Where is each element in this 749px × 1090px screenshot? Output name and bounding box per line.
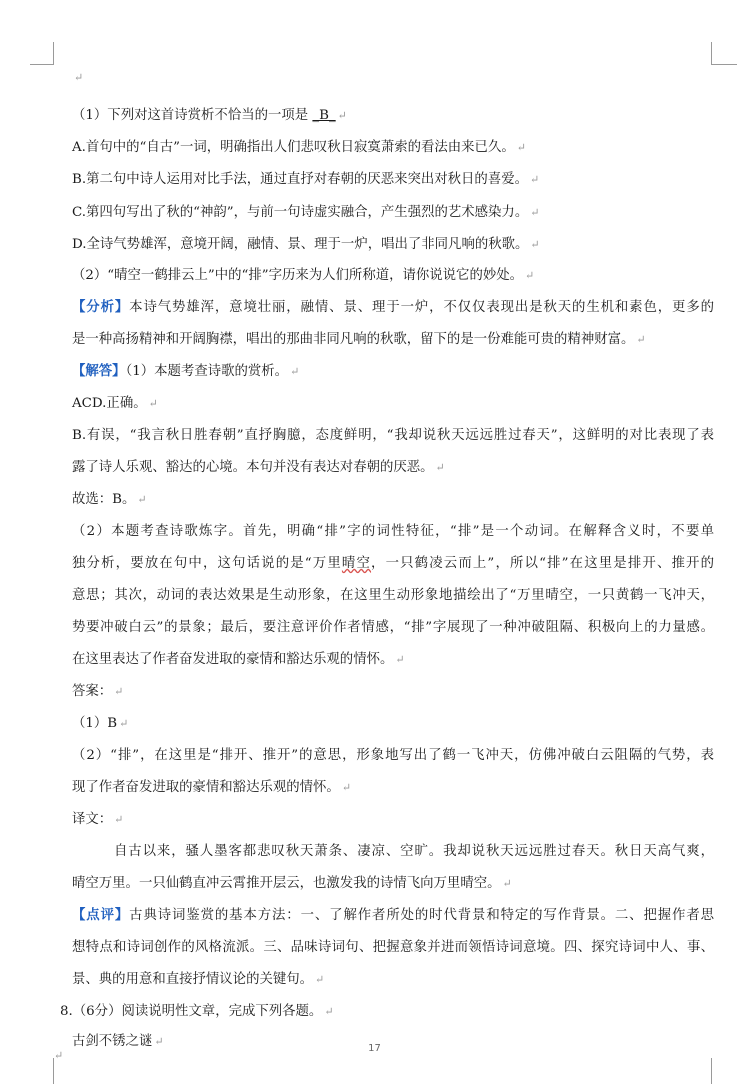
- answer-1: （1）B ↵: [72, 716, 129, 731]
- acd-correct: ACD.正确。 ↵: [72, 396, 158, 411]
- analysis-tag: 【分析】: [72, 299, 130, 315]
- crop-mark-top-right-h: [711, 64, 737, 65]
- b-wrong-line-2: 露了诗人乐观、豁达的心境。本句并没有表达对春朝的厌恶。 ↵: [72, 460, 445, 475]
- comment-line-1: 【点评】古典诗词鉴赏的基本方法：一、了解作者所处的时代背景和特定的写作背景。二、把握作者思: [72, 907, 715, 923]
- answer-blank: _B_: [312, 108, 336, 123]
- b-wrong-line-1: B.有误，“我言秋日胜春朝”直抒胸臆，态度鲜明，“我却说秋天远远胜过春天”，这鲜明的对比表现了表: [72, 428, 714, 443]
- translation-line-1: 自古以来，骚人墨客都悲叹秋天萧条、凄凉、空旷。我却说秋天远远胜过春天。秋日天高气爽，: [114, 844, 714, 859]
- analysis-line-2: 是一种高扬精神和开阔胸襟，唱出的那曲非同凡响的秋歌，留下的是一份难能可贵的精神财富。 ↵: [72, 332, 646, 347]
- para2-line-3: 意思；其次，动词的表达效果是生动形象，在这里生动形象地描绘出了“万里晴空，一只黄鹤一飞冲天，: [72, 588, 714, 603]
- page-number: 17: [368, 1043, 381, 1054]
- para2-line-2: 独分析，要放在句中，这句话说的是“万里晴空，一只鹤凌云而上”，所以“排”在这里是排开、推开的: [72, 556, 714, 571]
- question-2: （2）“晴空一鹤排云上”中的“排”字历来为人们所称道，请你说说它的妙处。 ↵: [72, 268, 535, 283]
- comment-tag: 【点评】: [72, 907, 130, 923]
- para2-line-5: 在这里表达了作者奋发进取的豪情和豁达乐观的情怀。 ↵: [72, 652, 405, 667]
- crop-mark-top-left-h: [30, 64, 54, 65]
- crop-mark-top-right-v: [711, 42, 712, 65]
- empty-line: ↵: [74, 71, 84, 84]
- option-a: A.首句中的“自古”一词，明确指出人们悲叹秋日寂寞萧索的看法由来已久。 ↵: [72, 140, 526, 155]
- comment-line-2: 想特点和诗词创作的风格流派。三、品味诗词句、把握意象并进而领悟诗词意境。四、探究诗词中人、事、: [72, 940, 714, 955]
- question-1: （1）下列对这首诗赏析不恰当的一项是 _B_ ↵: [72, 108, 347, 123]
- solution-line-1: 【解答】（1）本题考查诗歌的赏析。 ↵: [72, 363, 300, 379]
- option-d: D.全诗气势雄浑，意境开阔，融情、景、理于一炉，唱出了非同凡响的秋歌。 ↵: [72, 237, 540, 252]
- para2-line-1: （2）本题考查诗歌炼字。首先，明确“排”字的词性特征，“排”是一个动词。在解释含义时，不要单: [72, 524, 714, 539]
- choice-line: 故选：B。 ↵: [72, 492, 147, 507]
- crop-mark-bottom-right-v: [711, 1058, 712, 1084]
- option-b: B.第二句中诗人运用对比手法，通过直抒对春朝的厌恶来突出对秋日的喜爱。 ↵: [72, 172, 540, 187]
- end-mark: ↵: [54, 1049, 64, 1062]
- crop-mark-top-left-v: [53, 42, 54, 65]
- article-title: 古剑不锈之谜 ↵: [72, 1034, 164, 1049]
- option-c: C.第四句写出了秋的“神韵”，与前一句诗虚实融合，产生强烈的艺术感染力。 ↵: [72, 205, 540, 220]
- answer-label: 答案： ↵: [72, 684, 124, 699]
- answer-2-line-2: 现了作者奋发进取的豪情和豁达乐观的情怀。 ↵: [72, 780, 352, 795]
- question-8: 8.（6分）阅读说明性文章，完成下列各题。 ↵: [60, 1004, 334, 1019]
- solution-tag: 【解答】: [72, 363, 126, 379]
- analysis-line-1: 【分析】本诗气势雄浑，意境壮丽，融情、景、理于一炉，不仅仅表现出是秋天的生机和素色，更多的: [72, 299, 715, 315]
- comment-line-3: 景、典的用意和直接抒情议论的关键句。 ↵: [72, 972, 325, 987]
- translation-label: 译文： ↵: [72, 812, 124, 827]
- answer-2-line-1: （2）“排”，在这里是“排开、推开”的意思，形象地写出了鹤一飞冲天，仿佛冲破白云阻隔的气势，表: [72, 748, 714, 763]
- para2-line-4: 势要冲破白云”的景象；最后，要注意评价作者情感，“排”字展现了一种冲破阻隔、积极向上的力量感。: [72, 620, 714, 635]
- translation-line-2: 晴空万里。一只仙鹤直冲云霄推开层云，也激发我的诗情飞向万里晴空。 ↵: [72, 876, 512, 891]
